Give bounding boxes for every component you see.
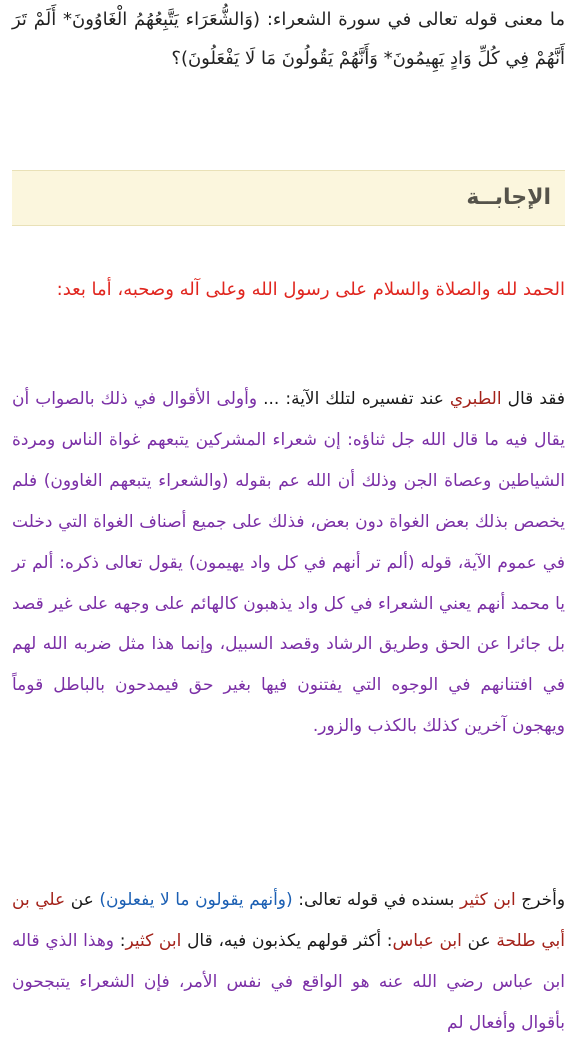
scholar-name-ali[interactable]: علي بن أبي طلحة [12, 890, 566, 951]
answer-paragraph-tabari [12, 379, 565, 747]
scholar-name-ibn-abbas[interactable]: ابن عباس [392, 931, 462, 951]
answer-opening [12, 268, 565, 311]
para2-part1: وأخرج [521, 890, 566, 910]
opening-text: الحمد لله والصلاة والسلام على رسول الله وعلى آله وصحبه، أما بعد: [56, 279, 565, 300]
verse-quote: (وأنهم يقولون ما لا يفعلون) [99, 890, 293, 910]
para1-intro: فقد قال [507, 389, 565, 409]
scholar-name-tabari[interactable]: الطبري [449, 389, 502, 409]
answer-paragraph-ibn-kathir [12, 880, 565, 1044]
para2-part5: : أكثر قولهم يكذبون فيه، قال [187, 931, 393, 951]
para2-part4: عن [467, 931, 491, 951]
scholar-name-ibn-kathir[interactable]: ابن كثير [459, 890, 516, 910]
para2-part2: بسنده في قوله تعالى: [298, 890, 455, 910]
tabari-quote: وأولى الأقوال في ذلك بالصواب أن يقال فيه ما قال الله جل ثناؤه: إن شعراء المشركين يتبعهم غواة الناس ومردة الشياطين وعصاة الجن وذلك أن الله عم بقوله (والشعراء يتبعهم الغاوون) فلم يخصص بذلك بعض الغواة دون بعض، فذلك على جميع أصناف الغواة التي دخلت في عموم الآية، قوله (ألم تر أنهم في كل واد يهيمون) يقول تعالى ذكره: ألم تر يا محمد أنهم يعني الشعراء في كل واد يذهبون كالهائم على وجهه على غير قصد بل جائرا عن الحق وطريق الرشاد وقصد السبيل، وإنما هذا مثل ضربه الله لهم في افتنانهم في الوجوه التي يفتنون فيها بغير حق فيمدحون بالباطل قوماً ويهجون آخرين كذلك بالكذب والزور. [12, 389, 565, 737]
scholar-name-ibn-kathir-2[interactable]: ابن كثير [125, 931, 182, 951]
para2-part6: : [119, 931, 126, 951]
question-text [12, 0, 565, 78]
para2-part3: عن [70, 890, 94, 910]
para1-after-name: عند تفسيره لتلك الآية: ... [263, 389, 444, 409]
answer-header [12, 170, 565, 226]
answer-title: الإجابــة [466, 185, 551, 210]
ibn-kathir-quote: وهذا الذي قاله ابن عباس رضي الله عنه هو الواقع في نفس الأمر، فإن الشعراء يتبجحون بأقوال وأفعال لم [12, 931, 565, 1033]
question-body: ما معنى قوله تعالى في سورة الشعراء: (وَالشُّعَرَاء يَتَّبِعُهُمُ الْغَاوُونَ* أَلَمْ تَرَ أَنَّهُمْ فِي كُلِّ وَادٍ يَهِيمُونَ* وَأَنَّهُمْ يَقُولُونَ مَا لَا يَفْعَلُونَ)؟ [12, 9, 565, 69]
